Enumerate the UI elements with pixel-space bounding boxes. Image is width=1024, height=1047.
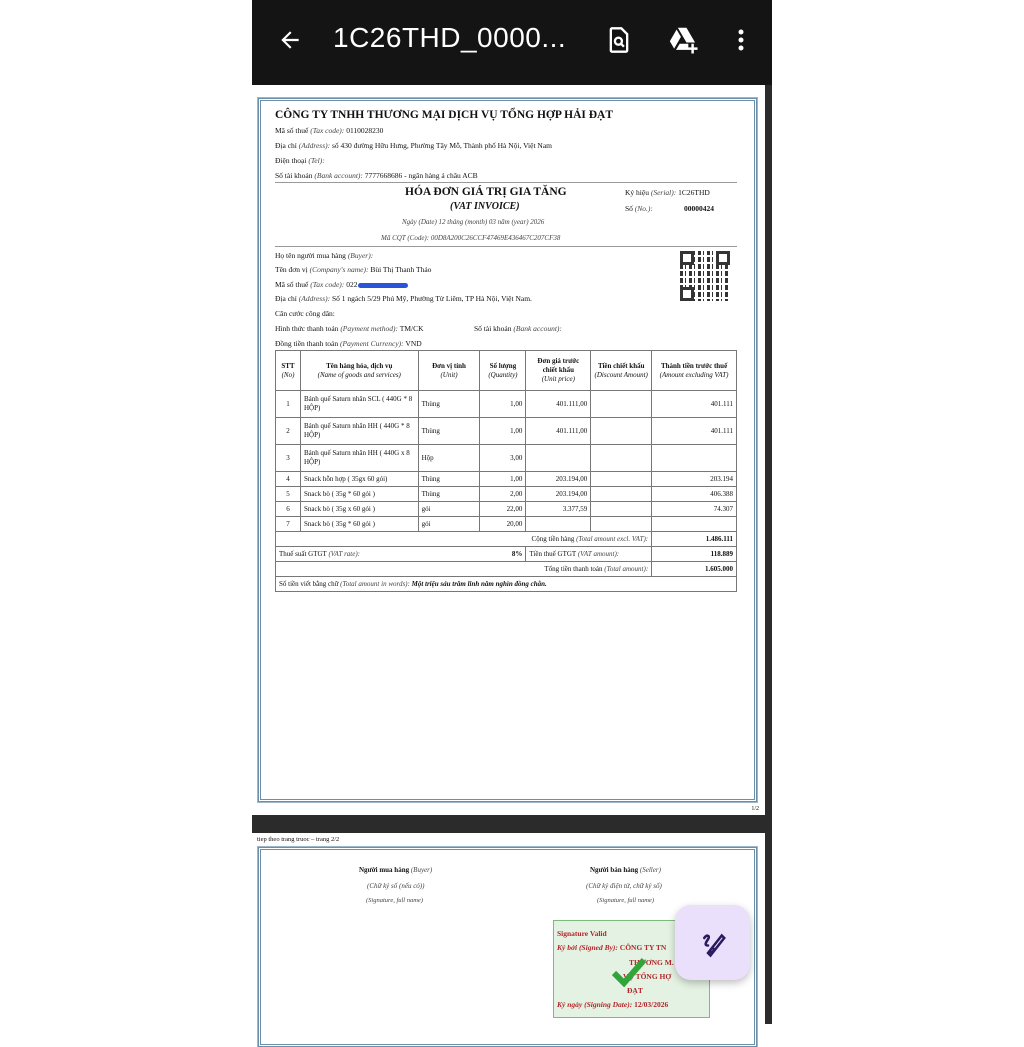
more-vert-icon[interactable] xyxy=(723,22,759,58)
table-cell: gói xyxy=(418,517,480,532)
page2-header: tiep theo trang truoc – trang 2/2 xyxy=(257,836,340,843)
table-cell xyxy=(652,445,737,472)
table-cell xyxy=(591,391,652,418)
table-cell: 401.111 xyxy=(652,418,737,445)
signature-valid: Signature Valid xyxy=(557,929,607,938)
table-row xyxy=(276,445,737,472)
column-header: Số lượng (Quantity) xyxy=(480,351,526,391)
buyer-sign-sub1: (Chữ ký số (nếu có)) xyxy=(367,882,425,890)
table-cell: 401.111,00 xyxy=(526,418,591,445)
table-row xyxy=(276,391,737,418)
document-title: 1C26THD_0000... xyxy=(333,22,567,53)
total-row: Tổng tiền thanh toán (Total amount): 1.605.000 xyxy=(276,562,737,577)
table-cell: 1 xyxy=(276,391,301,418)
top-app-bar xyxy=(252,0,772,85)
table-cell: Snack bò ( 35g * 60 gói ) xyxy=(300,487,418,502)
seller-tel: Điện thoại (Tel): xyxy=(275,156,325,165)
table-cell: 5 xyxy=(276,487,301,502)
column-header: Tiền chiết khấu (Discount Amount) xyxy=(591,351,652,391)
drive-add-icon[interactable] xyxy=(666,22,702,58)
table-cell: 203.194,00 xyxy=(526,472,591,487)
table-cell: 401.111,00 xyxy=(526,391,591,418)
buyer-sign-title: Người mua hàng (Buyer) xyxy=(359,866,433,874)
table-cell: Thùng xyxy=(418,487,480,502)
redaction-scribble xyxy=(358,283,408,288)
buyer-address: Địa chỉ (Address): Số 1 ngách 5/29 Phú Mỹ, Phường Từ Liêm, TP Hà Nội, Việt Nam. xyxy=(275,294,532,303)
invoice-date: Ngày (Date) 12 tháng (month) 03 năm (year) 2026 xyxy=(402,218,545,226)
column-header: STT (No) xyxy=(276,351,301,391)
table-cell: Hộp xyxy=(418,445,480,472)
buyer-company: Tên đơn vị (Company's name): Bùi Thị Thanh Thảo xyxy=(275,265,432,274)
table-cell: 2 xyxy=(276,418,301,445)
table-cell: gói xyxy=(418,502,480,517)
invoice-subtitle: (VAT INVOICE) xyxy=(450,201,520,212)
seller-tax: Mã số thuế (Tax code): 0110028230 xyxy=(275,126,384,135)
table-cell: Bánh quế Saturn nhân HH ( 440G x 8 HỘP) xyxy=(300,445,418,472)
buyer-name: Họ tên người mua hàng (Buyer): xyxy=(275,251,374,260)
table-cell: 74.307 xyxy=(652,502,737,517)
column-header: Thành tiền trước thuế (Amount excluding VAT) xyxy=(652,351,737,391)
table-cell: Thùng xyxy=(418,418,480,445)
seller-address: Địa chỉ (Address): số 430 đường Hữu Hưng, Phường Tây Mỗ, Thành phố Hà Nội, Việt Nam xyxy=(275,141,552,150)
vat-row: Thuế suất GTGT (VAT rate): 8% Tiền thuế GTGT (VAT amount): 118.889 xyxy=(276,547,737,562)
table-cell: 1,00 xyxy=(480,472,526,487)
table-cell: 3 xyxy=(276,445,301,472)
table-cell: Snack hỗn hợp ( 35gx 60 gói) xyxy=(300,472,418,487)
amount-in-words-row: Số tiền viết bằng chữ (Total amount in words): Một triệu sáu trăm linh năm nghìn đồng chẵn. xyxy=(276,577,737,592)
table-cell: 4 xyxy=(276,472,301,487)
invoice-no: Số (No.): xyxy=(625,204,653,213)
table-cell: 1,00 xyxy=(480,418,526,445)
table-cell: Thùng xyxy=(418,472,480,487)
table-cell: 22,00 xyxy=(480,502,526,517)
find-in-document-icon[interactable] xyxy=(601,22,637,58)
invoice-cqt-code: Mã CQT (Code): 00D8A200C26CCF47469E436467C207CF38 xyxy=(381,234,561,242)
page-number: 1/2 xyxy=(751,806,759,812)
table-cell: Snack bò ( 35g x 60 gói ) xyxy=(300,502,418,517)
digital-signature-box[interactable]: Signature Valid Ký bởi (Signed By): CÔNG TY TN THƯƠNG M. VỤ TỔNG HỢ ĐẠT Ký ngày (Signing Date): 12/03/2026 xyxy=(553,920,710,1018)
table-cell xyxy=(652,517,737,532)
payment-currency: Đồng tiền thanh toán (Payment Currency): VND xyxy=(275,339,422,348)
table-cell: 20,00 xyxy=(480,517,526,532)
table-row xyxy=(276,502,737,517)
table-cell xyxy=(526,445,591,472)
qr-code xyxy=(680,251,730,301)
column-header: Đơn giá trước chiết khấu (Unit price) xyxy=(526,351,591,391)
divider xyxy=(275,246,737,247)
back-arrow-icon[interactable] xyxy=(272,22,308,58)
table-cell: Snack bò ( 35g * 60 gói ) xyxy=(300,517,418,532)
table-cell: 203.194 xyxy=(652,472,737,487)
buyer-sign-sub2: (Signature, full name) xyxy=(366,897,423,904)
table-cell: 3.377,59 xyxy=(526,502,591,517)
table-cell: 6 xyxy=(276,502,301,517)
seller-name: CÔNG TY TNHH THƯƠNG MẠI DỊCH VỤ TỔNG HỢP HẢI ĐẠT xyxy=(275,109,614,121)
table-row xyxy=(276,487,737,502)
seller-bank: Số tài khoản (Bank account): 7777668686 - ngân hàng á châu ACB xyxy=(275,171,478,180)
table-cell xyxy=(591,472,652,487)
table-cell xyxy=(591,445,652,472)
table-cell: 1,00 xyxy=(480,391,526,418)
buyer-bank: Số tài khoản (Bank account): xyxy=(474,324,562,333)
table-cell: 7 xyxy=(276,517,301,532)
checkmark-icon xyxy=(612,957,646,987)
table-cell: 2,00 xyxy=(480,487,526,502)
table-cell: 401.111 xyxy=(652,391,737,418)
table-cell xyxy=(591,502,652,517)
table-row xyxy=(276,418,737,445)
table-cell: 3,00 xyxy=(480,445,526,472)
annotate-button[interactable] xyxy=(675,905,750,980)
table-cell: 203.194,00 xyxy=(526,487,591,502)
column-header: Đơn vị tính (Unit) xyxy=(418,351,480,391)
seller-sign-sub2: (Signature, full name) xyxy=(597,897,654,904)
table-row xyxy=(276,517,737,532)
draw-pen-icon xyxy=(698,928,728,958)
table-cell: Bánh quế Saturn nhân HH ( 440G * 8 HỘP) xyxy=(300,418,418,445)
payment-method: Hình thức thanh toán (Payment method): TM/CK xyxy=(275,324,424,333)
invoice-serial: Ký hiệu (Serial): 1C26THD xyxy=(625,188,710,197)
table-cell: Thùng xyxy=(418,391,480,418)
subtotal-row: Cộng tiền hàng (Total amount excl. VAT): 1.486.111 xyxy=(276,532,737,547)
seller-sign-title: Người bán hàng (Seller) xyxy=(590,866,661,874)
buyer-tax: Mã số thuế (Tax code): 022 xyxy=(275,281,408,289)
table-cell: 406.388 xyxy=(652,487,737,502)
table-row xyxy=(276,472,737,487)
buyer-id: Căn cước công dân: xyxy=(275,309,335,318)
column-header: Tên hàng hóa, dịch vụ (Name of goods and services) xyxy=(300,351,418,391)
invoice-number: 00000424 xyxy=(684,204,714,213)
items-table xyxy=(275,350,737,592)
table-cell xyxy=(591,418,652,445)
table-cell: Bánh quế Saturn nhân SCL ( 440G * 8 HỘP) xyxy=(300,391,418,418)
seller-sign-sub1: (Chữ ký điện tử, chữ ký số) xyxy=(586,882,662,890)
table-cell xyxy=(526,517,591,532)
table-cell xyxy=(591,487,652,502)
invoice-title: HÓA ĐƠN GIÁ TRỊ GIA TĂNG xyxy=(405,186,567,198)
divider xyxy=(275,182,737,183)
table-cell xyxy=(591,517,652,532)
